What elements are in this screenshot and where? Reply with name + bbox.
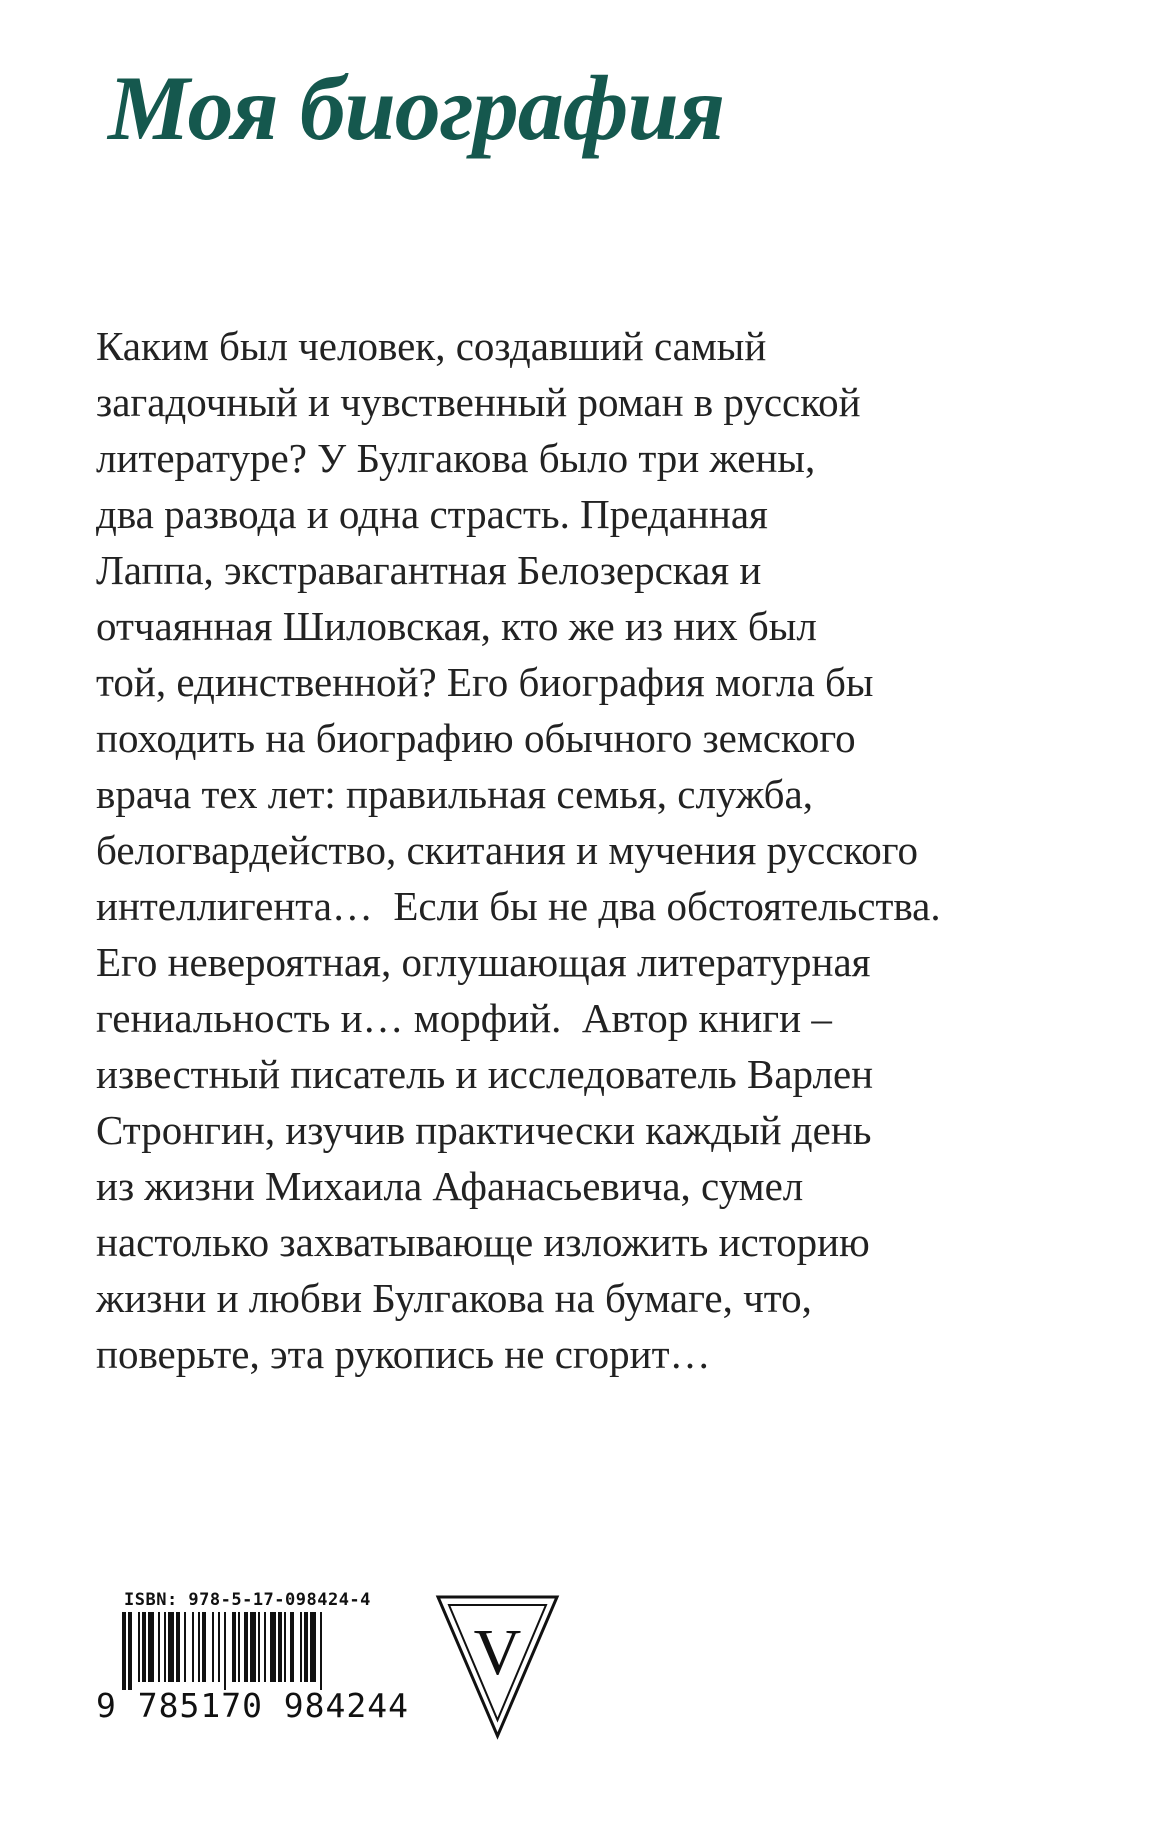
barcode-bar — [218, 1612, 220, 1682]
annotation-line: интеллигента… Если бы не два обстоятельства. — [96, 883, 941, 929]
barcode-bars — [96, 1612, 406, 1692]
annotation-line: Его невероятная, оглушающая литературная — [96, 939, 871, 985]
annotation-line: загадочный и чувственный роман в русской — [96, 379, 861, 425]
barcode-bar — [264, 1612, 266, 1682]
annotation-line: настолько захватывающе изложить историю — [96, 1219, 870, 1265]
barcode-bar — [148, 1612, 154, 1682]
inverted-triangle-v-icon — [435, 1592, 560, 1740]
barcode-bar — [290, 1612, 294, 1682]
barcode-bar — [270, 1612, 276, 1682]
annotation-line: гениальность и… морфий. Автор книги – — [96, 995, 832, 1041]
barcode-bar — [138, 1612, 140, 1682]
ean-digits: 9 785170 984244 — [96, 1686, 410, 1725]
barcode-bar — [212, 1612, 214, 1682]
annotation-line: литературе? У Булгакова было три жены, — [96, 435, 816, 481]
barcode-bar — [164, 1612, 166, 1682]
annotation-line: врача тех лет: правильная семья, служба, — [96, 771, 813, 817]
barcode-bar — [202, 1612, 206, 1682]
barcode-bar — [258, 1612, 260, 1682]
barcode-bar — [284, 1612, 286, 1682]
annotation-line: отчаянная Шиловская, кто же из них был — [96, 603, 817, 649]
barcode-bar — [176, 1612, 180, 1682]
annotation-line: два развода и одна страсть. Преданная — [96, 491, 768, 537]
annotation-line: походить на биографию обычного земского — [96, 715, 856, 761]
annotation-line: поверьте, эта рукопись не сгорит… — [96, 1331, 711, 1377]
barcode-bar — [128, 1612, 132, 1690]
annotation-line: Лаппа, экстравагантная Белозерская и — [96, 547, 762, 593]
barcode-bar — [122, 1612, 126, 1690]
barcode-bar — [310, 1612, 316, 1682]
annotation-line: Стронгин, изучив практически каждый день — [96, 1107, 872, 1153]
barcode-bar — [168, 1612, 174, 1682]
barcode-bar — [142, 1612, 146, 1682]
barcode-bar — [300, 1612, 302, 1682]
barcode-bar — [198, 1612, 200, 1682]
barcode-bar — [184, 1612, 186, 1682]
annotation-line: Каким был человек, создавший самый — [96, 323, 767, 369]
series-title: Моя биография — [108, 57, 725, 159]
barcode-bar — [244, 1612, 248, 1682]
barcode-bar — [192, 1612, 194, 1682]
barcode-bar — [250, 1612, 256, 1682]
isbn-barcode — [96, 1590, 410, 1740]
barcode-bar — [278, 1612, 282, 1682]
annotation-line: той, единственной? Его биография могла бы — [96, 659, 874, 705]
barcode-bar — [304, 1612, 308, 1682]
publisher-letter: V — [473, 1616, 522, 1689]
isbn-label: ISBN: 978-5-17-098424-4 — [124, 1590, 371, 1610]
barcode-bar — [320, 1612, 322, 1690]
barcode-bar — [232, 1612, 236, 1682]
book-annotation — [96, 318, 1036, 1382]
annotation-line: белогвардейство, скитания и мучения русского — [96, 827, 919, 873]
annotation-line: из жизни Михаила Афанасьевича, сумел — [96, 1163, 804, 1209]
annotation-line: известный писатель и исследователь Варлен — [96, 1051, 874, 1097]
publisher-logo — [435, 1592, 560, 1740]
barcode-bar — [238, 1612, 240, 1682]
barcode-bar — [224, 1612, 226, 1690]
annotation-line: жизни и любви Булгакова на бумаге, что, — [96, 1275, 812, 1321]
barcode-bar — [158, 1612, 160, 1682]
